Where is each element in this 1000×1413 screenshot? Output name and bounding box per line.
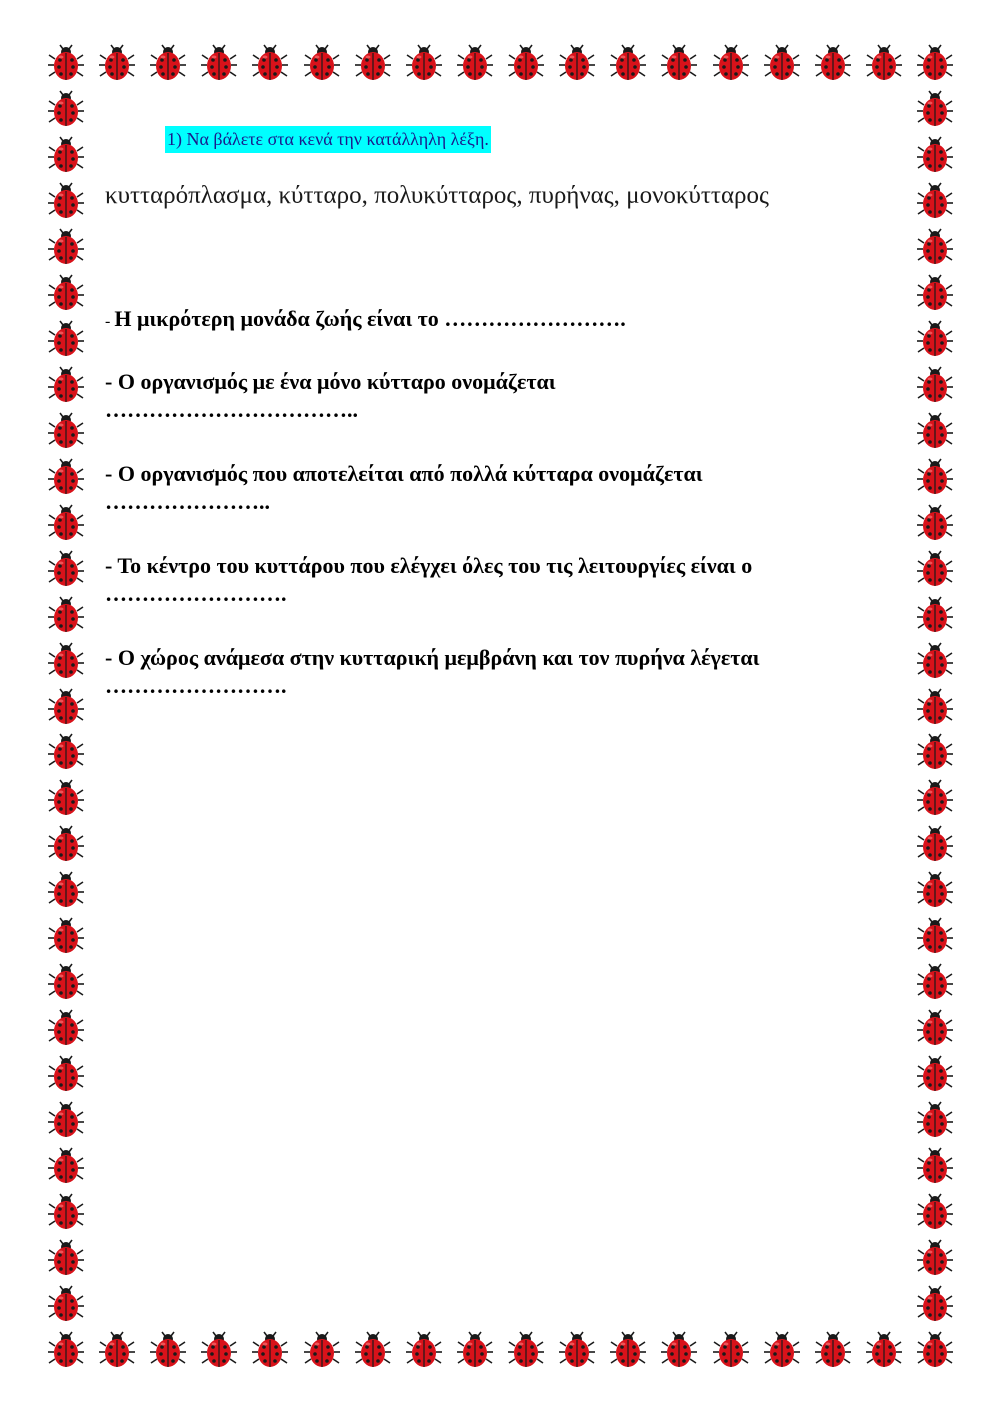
ladybug-icon [46, 1100, 86, 1140]
ladybug-icon [557, 1330, 597, 1370]
question-4-blank: ……………………. [105, 581, 287, 606]
question-4 [105, 552, 915, 608]
ladybug-icon [148, 1330, 188, 1370]
ladybug-icon [404, 1330, 444, 1370]
question-2-blank: …………………………….. [105, 397, 358, 422]
ladybug-icon [46, 962, 86, 1002]
question-5 [105, 644, 915, 700]
ladybug-icon [915, 732, 955, 772]
question-list [105, 305, 915, 700]
ladybug-icon [813, 43, 853, 83]
ladybug-icon [148, 43, 188, 83]
ladybug-icon [506, 1330, 546, 1370]
ladybug-icon [46, 43, 86, 83]
ladybug-icon [46, 870, 86, 910]
word-bank: κυτταρόπλασμα, κύτταρο, πολυκύτταρος, πυρήνας, μονοκύτταρος [105, 182, 769, 209]
ladybug-icon [353, 1330, 393, 1370]
ladybug-icon [915, 411, 955, 451]
question-2 [105, 368, 915, 424]
ladybug-icon [455, 43, 495, 83]
ladybug-icon [915, 641, 955, 681]
exercise-title: 1) Να βάλετε στα κενά την κατάλληλη λέξη. [165, 126, 491, 153]
ladybug-icon [250, 43, 290, 83]
ladybug-icon [46, 319, 86, 359]
ladybug-icon [762, 43, 802, 83]
ladybug-icon [915, 916, 955, 956]
ladybug-icon [46, 1330, 86, 1370]
ladybug-icon [46, 365, 86, 405]
ladybug-icon [46, 1238, 86, 1278]
ladybug-icon [915, 1284, 955, 1324]
ladybug-icon [46, 778, 86, 818]
ladybug-icon [46, 135, 86, 175]
ladybug-icon [46, 1054, 86, 1094]
ladybug-icon [915, 43, 955, 83]
ladybug-icon [97, 43, 137, 83]
ladybug-icon [915, 89, 955, 129]
ladybug-icon [46, 89, 86, 129]
ladybug-icon [762, 1330, 802, 1370]
ladybug-icon [659, 43, 699, 83]
ladybug-icon [711, 1330, 751, 1370]
ladybug-icon [199, 1330, 239, 1370]
ladybug-icon [46, 549, 86, 589]
ladybug-icon [557, 43, 597, 83]
ladybug-icon [915, 457, 955, 497]
ladybug-icon [46, 641, 86, 681]
ladybug-icon [915, 503, 955, 543]
ladybug-icon [250, 1330, 290, 1370]
ladybug-icon [915, 1146, 955, 1186]
question-3-text: - Ο οργανισμός που αποτελείται από πολλά κύτταρα ονομάζεται [105, 461, 703, 486]
ladybug-icon [46, 411, 86, 451]
ladybug-icon [915, 824, 955, 864]
ladybug-icon [915, 273, 955, 313]
ladybug-icon [915, 962, 955, 1002]
ladybug-icon [404, 43, 444, 83]
question-1-text: Η μικρότερη μονάδα ζωής είναι το ……………………. [114, 306, 626, 331]
ladybug-icon [353, 43, 393, 83]
ladybug-icon [46, 503, 86, 543]
question-4-text: - Το κέντρο του κυττάρου που ελέγχει όλες του τις λειτουργίες είναι ο [105, 553, 753, 578]
ladybug-icon [915, 1054, 955, 1094]
ladybug-icon [915, 1330, 955, 1370]
ladybug-icon [915, 181, 955, 221]
question-5-text: - Ο χώρος ανάμεσα στην κυτταρική μεμβράνη και τον πυρήνα λέγεται [105, 645, 760, 670]
ladybug-icon [864, 1330, 904, 1370]
ladybug-icon [46, 732, 86, 772]
question-1-dash: - [105, 313, 115, 330]
ladybug-icon [46, 916, 86, 956]
ladybug-icon [46, 687, 86, 727]
ladybug-icon [659, 1330, 699, 1370]
ladybug-icon [915, 1008, 955, 1048]
ladybug-icon [915, 1100, 955, 1140]
ladybug-icon [506, 43, 546, 83]
ladybug-icon [915, 778, 955, 818]
ladybug-icon [711, 43, 751, 83]
ladybug-icon [915, 1192, 955, 1232]
question-1 [105, 305, 915, 336]
ladybug-icon [302, 1330, 342, 1370]
ladybug-icon [302, 43, 342, 83]
ladybug-icon [608, 1330, 648, 1370]
ladybug-icon [46, 1192, 86, 1232]
ladybug-icon [199, 43, 239, 83]
ladybug-icon [915, 870, 955, 910]
ladybug-icon [46, 595, 86, 635]
ladybug-icon [915, 365, 955, 405]
question-2-text: - Ο οργανισμός με ένα μόνο κύτταρο ονομάζεται [105, 369, 556, 394]
ladybug-icon [813, 1330, 853, 1370]
question-3-blank: ………………….. [105, 489, 270, 514]
ladybug-icon [46, 273, 86, 313]
ladybug-icon [915, 135, 955, 175]
ladybug-icon [915, 595, 955, 635]
ladybug-icon [915, 1238, 955, 1278]
ladybug-icon [455, 1330, 495, 1370]
ladybug-icon [915, 687, 955, 727]
ladybug-icon [915, 549, 955, 589]
ladybug-icon [915, 319, 955, 359]
ladybug-icon [864, 43, 904, 83]
ladybug-icon [46, 1284, 86, 1324]
ladybug-icon [46, 181, 86, 221]
question-3 [105, 460, 915, 516]
ladybug-icon [46, 457, 86, 497]
question-5-blank: ……………………. [105, 673, 287, 698]
ladybug-icon [608, 43, 648, 83]
ladybug-icon [46, 824, 86, 864]
ladybug-icon [97, 1330, 137, 1370]
ladybug-icon [46, 1008, 86, 1048]
ladybug-icon [46, 1146, 86, 1186]
ladybug-icon [915, 227, 955, 267]
ladybug-icon [46, 227, 86, 267]
